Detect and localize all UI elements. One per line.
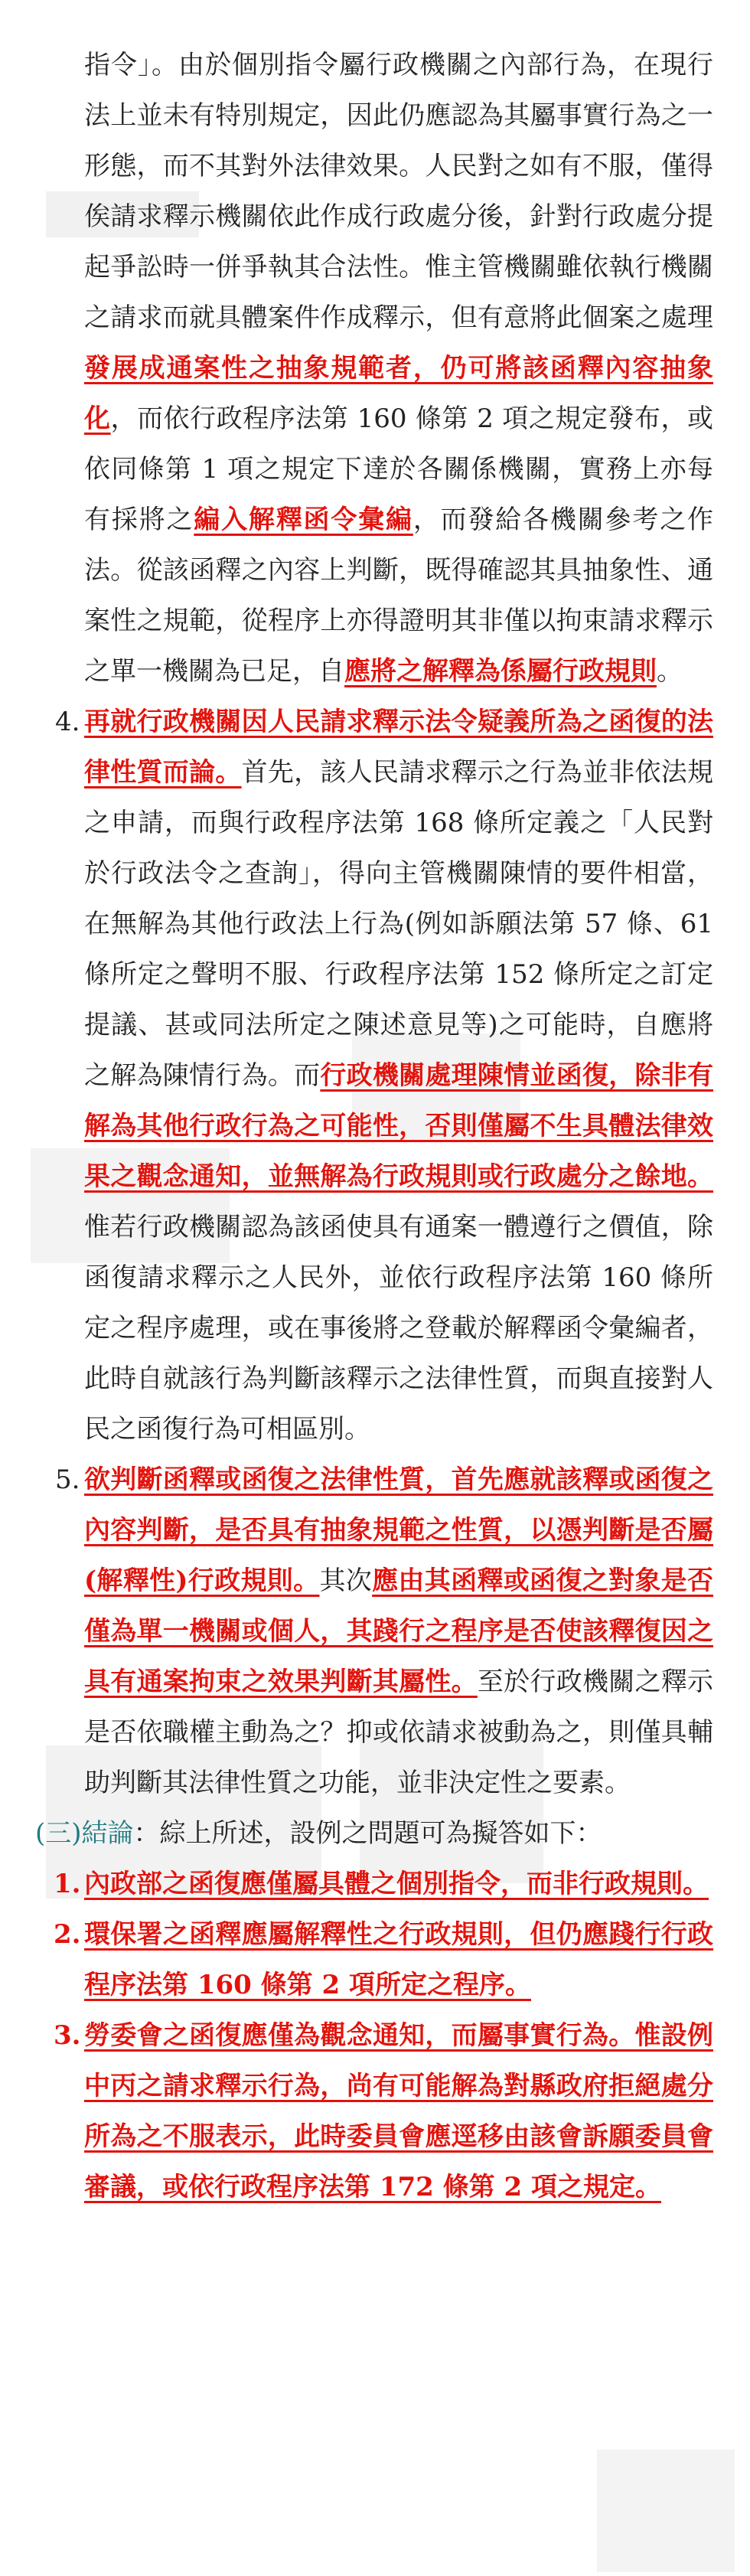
highlighted-text: 行政機關處理陳情並函復，除非有解為其他行政行為之可能性，否則僅屬不生具體法律效果之觀念通知，並無解為行政規則或行政處分之餘地。 [84,1060,714,1192]
list-item-body [84,707,713,1445]
body-text: 首先，該人民請求釋示之行為並非依法規之申請，而與行政程序法第 168 條所定義之「人民對於行政法令之查詢」，得向主管機關陳情的要件相當，在無解為其他行政法上行為(例如訴願法第 57 條、61 條所定之聲明不服、行政程序法第 152 條所定之訂定提議、甚或同法所定之陳述意見等)之可能時，自應將之解為陳情行為。而 [84,757,714,1091]
list-item-5 [55,1455,714,1808]
list-item-body [84,1464,713,1798]
body-text: 至於行政機關之釋示是否依職權主動為之？抑或依請求被動為之，則僅具輔助判斷其法律性質之功能，並非決定性之要素。 [84,1667,714,1798]
paragraph-continued [84,40,713,697]
body-text: 指令」。由於個別指令屬行政機關之內部行為，在現行法上並未有特別規定，因此仍應認為其屬事實行為之一形態，而不其對外法律效果。人民對之如有不服，僅得俟請求釋示機關依此作成行政處分後，針對行政處分提起爭訟時一併爭執其合法性。惟主管機關雖依執行機關之請求而就具體案件作成釋示，但有意將此個案之處理 [84,50,713,333]
list-number: 4. [55,707,80,737]
highlighted-text: 再就行政機關因人民請求釋示法令疑義所為之函復的法律性質而論。 [84,707,713,788]
watermark-6 [597,2450,735,2572]
conclusion-number: 1. [54,1869,81,1899]
body-text: 。 [657,656,683,687]
highlighted-text: 應將之解釋為係屬行政規則 [344,656,657,687]
list-item-4 [55,697,714,1455]
conclusion-label: (三)結論 [35,1818,134,1849]
body-text: ，而依行政程序法第 160 條第 2 項之規定發布，或依同條第 1 項之規定下達於各關係機關，實務上亦每有採將之 [84,403,714,535]
list-number: 5. [55,1464,80,1495]
conclusion-list [0,1859,750,2212]
conclusion-number: 2. [54,1919,81,1950]
body-text: 惟若行政機關認為該函使具有通案一體遵行之價值，除函復請求釋示之人民外，並依行政程序法第 160 條所定之程序處理，或在事後將之登載於解釋函令彙編者，此時自就該行為判斷該釋示之法律性質，而與直接對人民之函復行為可相區別。 [84,1212,713,1445]
highlighted-text: 編入解釋函令彙編 [194,504,413,535]
conclusion-intro: ：綜上所述，設例之問題可為擬答如下： [133,1818,602,1849]
body-text: ，而發給各機關參考之作法。從該函釋之內容上判斷，既得確認其具抽象性、通案性之規範，從程序上亦得證明其非僅以拘束請求釋示之單一機關為已足，自 [84,504,714,687]
conclusion-number: 3. [54,2020,81,2051]
highlighted-text: 欲判斷函釋或函復之法律性質，首先應就該釋或函復之內容判斷，是否具有抽象規範之性質，以憑判斷是否屬(解釋性)行政規則。 [84,1464,713,1596]
highlighted-text: 發展成通案性之抽象規範者，仍可將該函釋內容抽象化 [84,353,713,434]
conclusion-text: 勞委會之函復應僅為觀念通知，而屬事實行為。惟設例中丙之請求釋示行為，尚有可能解為對縣政府拒絕處分所為之不服表示，此時委員會應逕移由該會訴願委員會審議，或依行政程序法第 172 條第 2 項之規定。 [84,2020,713,2202]
conclusion-item-3 [54,2010,713,2212]
highlighted-text: 應由其函釋或函復之對象是否僅為單一機關或個人，其踐行之程序是否使該釋復因之具有通案拘束之效果判斷其屬性。 [84,1566,713,1697]
conclusion-item-2 [54,1909,713,2010]
conclusion-item-1 [54,1859,713,1909]
conclusion-heading [35,1808,713,1859]
conclusion-text: 環保署之函釋應屬解釋性之行政規則，但仍應踐行行政程序法第 160 條第 2 項所定之程序。 [84,1919,713,2000]
body-text: 其次 [319,1566,373,1596]
conclusion-text: 內政部之函復應僅屬具體之個別指令，而非行政規則。 [84,1869,709,1899]
